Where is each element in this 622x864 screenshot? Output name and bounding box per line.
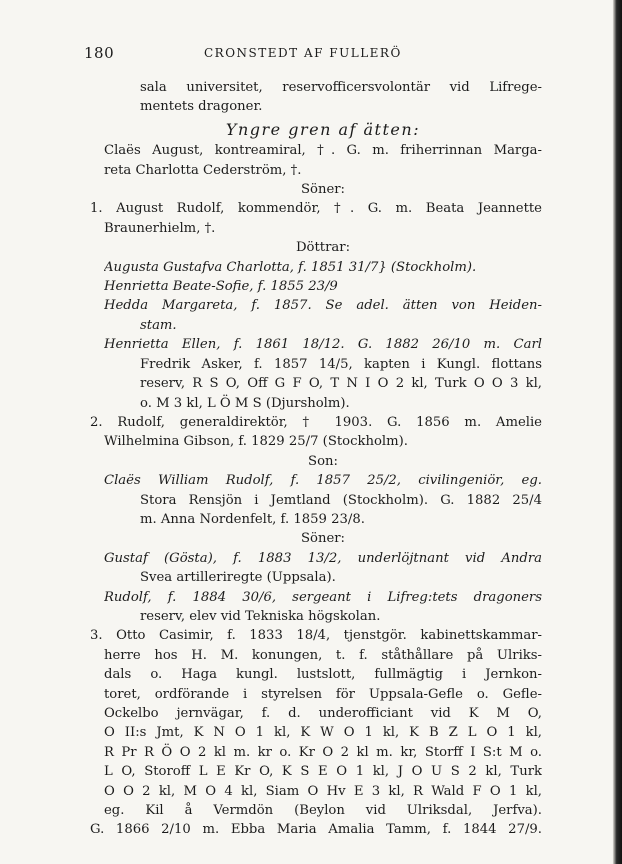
subheading-son: Son: <box>308 453 338 469</box>
text-line: reserv, R S O, Off G F O, T N I O 2 kl, Turk O O 3 kl, <box>140 376 542 392</box>
text-line: 2. Rudolf, generaldirektör, † 1903. G. 1856 m. Amelie <box>90 414 542 430</box>
text-line: Svea artilleriregte (Uppsala). <box>140 570 336 586</box>
text-line: sala universitet, reservofficersvolontär vid Lifrege- <box>140 80 542 95</box>
text-line: Rudolf, f. 1884 30/6, sergeant i Lifreg:tets dragoners <box>104 589 542 605</box>
text-line: Fredrik Asker, f. 1857 14/5, kapten i Kungl. flottans <box>140 356 542 372</box>
text-line: dals o. Haga kungl. lustslott, fullmägtig i Jernkon- <box>104 667 542 683</box>
text-line: Henrietta Ellen, f. 1861 18/12. G. 1882 26/10 m. Carl <box>104 337 542 353</box>
running-title: CRONSTEDT AF FULLERÖ <box>204 46 402 60</box>
text-line: O II:s Jmt, K N O 1 kl, K W O 1 kl, K B Z L O 1 kl, <box>104 725 542 741</box>
text-line: Augusta Gustafva Charlotta, f. 1851 31/7} (Stockholm). <box>104 259 477 275</box>
text-line: L O, Storoff L E Kr O, K S E O 1 kl, J O U S 2 kl, Turk <box>104 764 542 780</box>
text-line: G. 1866 2/10 m. Ebba Maria Amalia Tamm, f. 1844 27/9. <box>90 822 542 838</box>
page-number: 180 <box>84 44 115 62</box>
text-line: reserv, elev vid Tekniska högskolan. <box>140 608 381 624</box>
text-line: Henrietta Beate-Sofie, f. 1855 23/9 <box>104 279 338 295</box>
text-line: herre hos H. M. konungen, t. f. ståthållare på Ulriks- <box>104 647 542 663</box>
text-line: Claës William Rudolf, f. 1857 25/2, civilingeniör, eg. <box>104 473 542 489</box>
genealogy-text <box>90 78 542 840</box>
text-line: Ockelbo jernvägar, f. d. underofficiant vid K M O, <box>104 706 542 721</box>
text-line: Braunerhielm, †. <box>104 220 216 236</box>
text-line: Stora Rensjön i Jemtland (Stockholm). G. 1882 25/4 <box>140 492 542 508</box>
subheading-dottrar: Döttrar: <box>295 240 351 256</box>
text-line: Wilhelmina Gibson, f. 1829 25/7 (Stockholm). <box>104 434 408 450</box>
text-line: Hedda Margareta, f. 1857. Se adel. ätten von Heiden- <box>104 298 542 314</box>
subheading-soner: Söner: <box>300 182 346 198</box>
section-title: Yngre gren af ätten: <box>225 119 421 139</box>
subheading-soner-2: Söner: <box>300 531 346 547</box>
text-line: R Pr R Ö O 2 kl m. kr o. Kr O 2 kl m. kr, Storff I S:t M o. <box>104 744 542 760</box>
text-line: 3. Otto Casimir, f. 1833 18/4, tjenstgör. kabinettskammar- <box>90 628 542 644</box>
text-line: O O 2 kl, M O 4 kl, Siam O Hv E 3 kl, R Wald F O 1 kl, <box>104 783 542 799</box>
page-edge-shadow <box>613 0 622 864</box>
text-line: Gustaf (Gösta), f. 1883 13/2, underlöjtnant vid Andra <box>104 550 542 566</box>
text-line: m. Anna Nordenfelt, f. 1859 23/8. <box>140 511 365 527</box>
text-line: toret, ordförande i styrelsen för Uppsala-Gefle o. Gefle- <box>104 686 542 702</box>
text-line: mentets dragoner. <box>140 99 263 115</box>
text-line: reta Charlotta Cederström, †. <box>104 162 302 178</box>
text-line: o. M 3 kl, L Ö M S (Djursholm). <box>140 395 350 411</box>
text-line: 1. August Rudolf, kommendör, †. G. m. Beata Jeannette <box>90 201 542 217</box>
text-line: eg. Kil å Vermdön (Beylon vid Ulriksdal, Jerfva). <box>104 803 542 819</box>
text-line: Claës August, kontreamiral, †. G. m. friherrinnan Marga- <box>104 143 542 159</box>
text-line: stam. <box>140 317 177 333</box>
